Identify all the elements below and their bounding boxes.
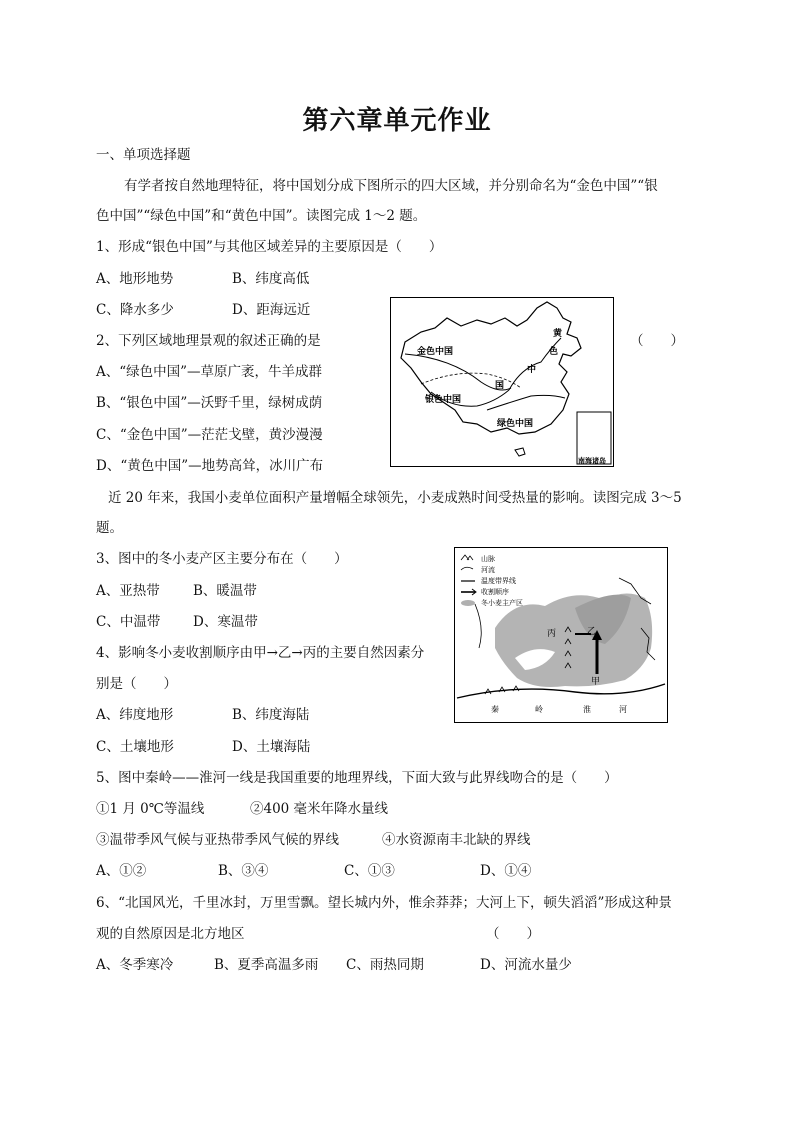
q1-option-d: D、距海远近	[232, 302, 311, 318]
q6-option-c: C、雨热同期	[346, 957, 424, 973]
q6-option-b: B、夏季高温多雨	[214, 957, 319, 973]
question-3-stem: 3、图中的冬小麦产区主要分布在（ ）	[96, 551, 348, 567]
question-1-stem: 1、形成“银色中国”与其他区域差异的主要原因是（ ）	[96, 239, 443, 255]
intro2-text-2: 题。	[96, 520, 123, 536]
q1-option-b: B、纬度高低	[232, 271, 310, 287]
q4-option-d: D、土壤海陆	[232, 739, 311, 755]
label-yellow-1: 黄	[553, 329, 563, 339]
label-qin: 秦	[491, 705, 499, 714]
q3-option-d: D、寒温带	[193, 614, 258, 630]
label-huai: 淮	[583, 705, 591, 714]
q5-item-2: ②400 毫米年降水量线	[250, 801, 389, 817]
legend-harvest-order: 收割顺序	[481, 588, 509, 596]
q4-option-b: B、纬度海陆	[232, 707, 310, 723]
label-yellow-4: 国	[495, 381, 505, 391]
q5-option-a: A、①②	[96, 863, 147, 879]
q1-option-a: A、地形地势	[96, 271, 174, 287]
label-jia: 甲	[591, 677, 601, 687]
legend-mountain: 山脉	[481, 555, 495, 563]
legend-temperature-boundary: 温度带界线	[481, 577, 516, 585]
q3-option-a: A、亚热带	[96, 583, 160, 599]
q4-option-c: C、土壤地形	[96, 739, 174, 755]
label-ling: 岭	[535, 705, 543, 714]
legend-river: 河流	[481, 566, 495, 574]
intro-text-1: 有学者按自然地理特征，将中国划分成下图所示的四大区域，并分别命名为“金色中国”“银	[124, 178, 658, 194]
page-title: 第六章单元作业	[302, 106, 492, 136]
label-bing: 丙	[547, 629, 557, 639]
label-he: 河	[619, 705, 627, 714]
q6-option-a: A、冬季寒冷	[96, 957, 174, 973]
wheat-map-drawing	[455, 548, 667, 722]
q6-option-d: D、河流水量少	[480, 957, 572, 973]
china-map-drawing	[391, 298, 613, 466]
question-6-stem-1: 6、“北国风光，千里冰封，万里雪飘。望长城内外，惟余莽莽；大河上下，顿失滔滔”形成这种景	[96, 895, 672, 911]
q5-option-c: C、①③	[344, 863, 395, 879]
q5-item-4: ④水资源南丰北缺的界线	[382, 832, 531, 848]
q2-option-c: C、“金色中国”—茫茫戈壁，黄沙漫漫	[96, 427, 323, 443]
question-6-stem-2: 观的自然原因是北方地区	[96, 926, 245, 942]
label-south-sea-islands: 南海诸岛	[578, 457, 606, 465]
label-silver-china: 银色中国	[425, 395, 462, 405]
wheat-region-map	[454, 547, 668, 723]
question-2-stem: 2、下列区域地理景观的叙述正确的是	[96, 333, 321, 349]
label-gold-china: 金色中国	[417, 347, 454, 357]
map-legend	[461, 554, 523, 607]
label-green-china: 绿色中国	[497, 419, 534, 429]
section-heading: 一、单项选择题	[96, 147, 191, 163]
label-yi: 乙	[587, 627, 597, 637]
intro2-text-1: 近 20 年来，我国小麦单位面积产量增幅全球领先，小麦成熟时间受热量的影响。读图完成 3～5	[108, 490, 682, 506]
q2-option-b: B、“银色中国”—沃野千里，绿树成荫	[96, 395, 323, 411]
q5-option-b: B、③④	[218, 863, 269, 879]
q2-answer-paren: （ ）	[630, 333, 684, 349]
q3-option-b: B、暖温带	[193, 583, 257, 599]
q2-option-a: A、“绿色中国”—草原广袤，牛羊成群	[96, 364, 323, 380]
q2-option-d: D、“黄色中国”—地势高耸，冰川广布	[96, 458, 324, 474]
q6-answer-paren: （ ）	[486, 926, 540, 942]
q4-option-a: A、纬度地形	[96, 707, 174, 723]
label-yellow-3: 中	[527, 365, 537, 375]
q3-option-c: C、中温带	[96, 614, 161, 630]
question-4-stem-1: 4、影响冬小麦收割顺序由甲→乙→丙的主要自然因素分	[96, 645, 425, 661]
q5-item-1: ①1 月 0℃等温线	[96, 801, 205, 817]
q1-option-c: C、降水多少	[96, 302, 174, 318]
legend-wheat-region: 冬小麦主产区	[481, 599, 523, 607]
label-yellow-2: 色	[549, 347, 559, 357]
q5-item-3: ③温带季风气候与亚热带季风气候的界线	[96, 832, 339, 848]
question-5-stem: 5、图中秦岭——淮河一线是我国重要的地理界线，下面大致与此界线吻合的是（ ）	[96, 770, 618, 786]
q5-option-d: D、①④	[480, 863, 532, 879]
intro-text-2: 色中国”“绿色中国”和“黄色中国”。读图完成 1～2 题。	[96, 208, 427, 224]
question-4-stem-2: 别是（ ）	[96, 676, 177, 692]
china-regions-map	[390, 297, 614, 467]
